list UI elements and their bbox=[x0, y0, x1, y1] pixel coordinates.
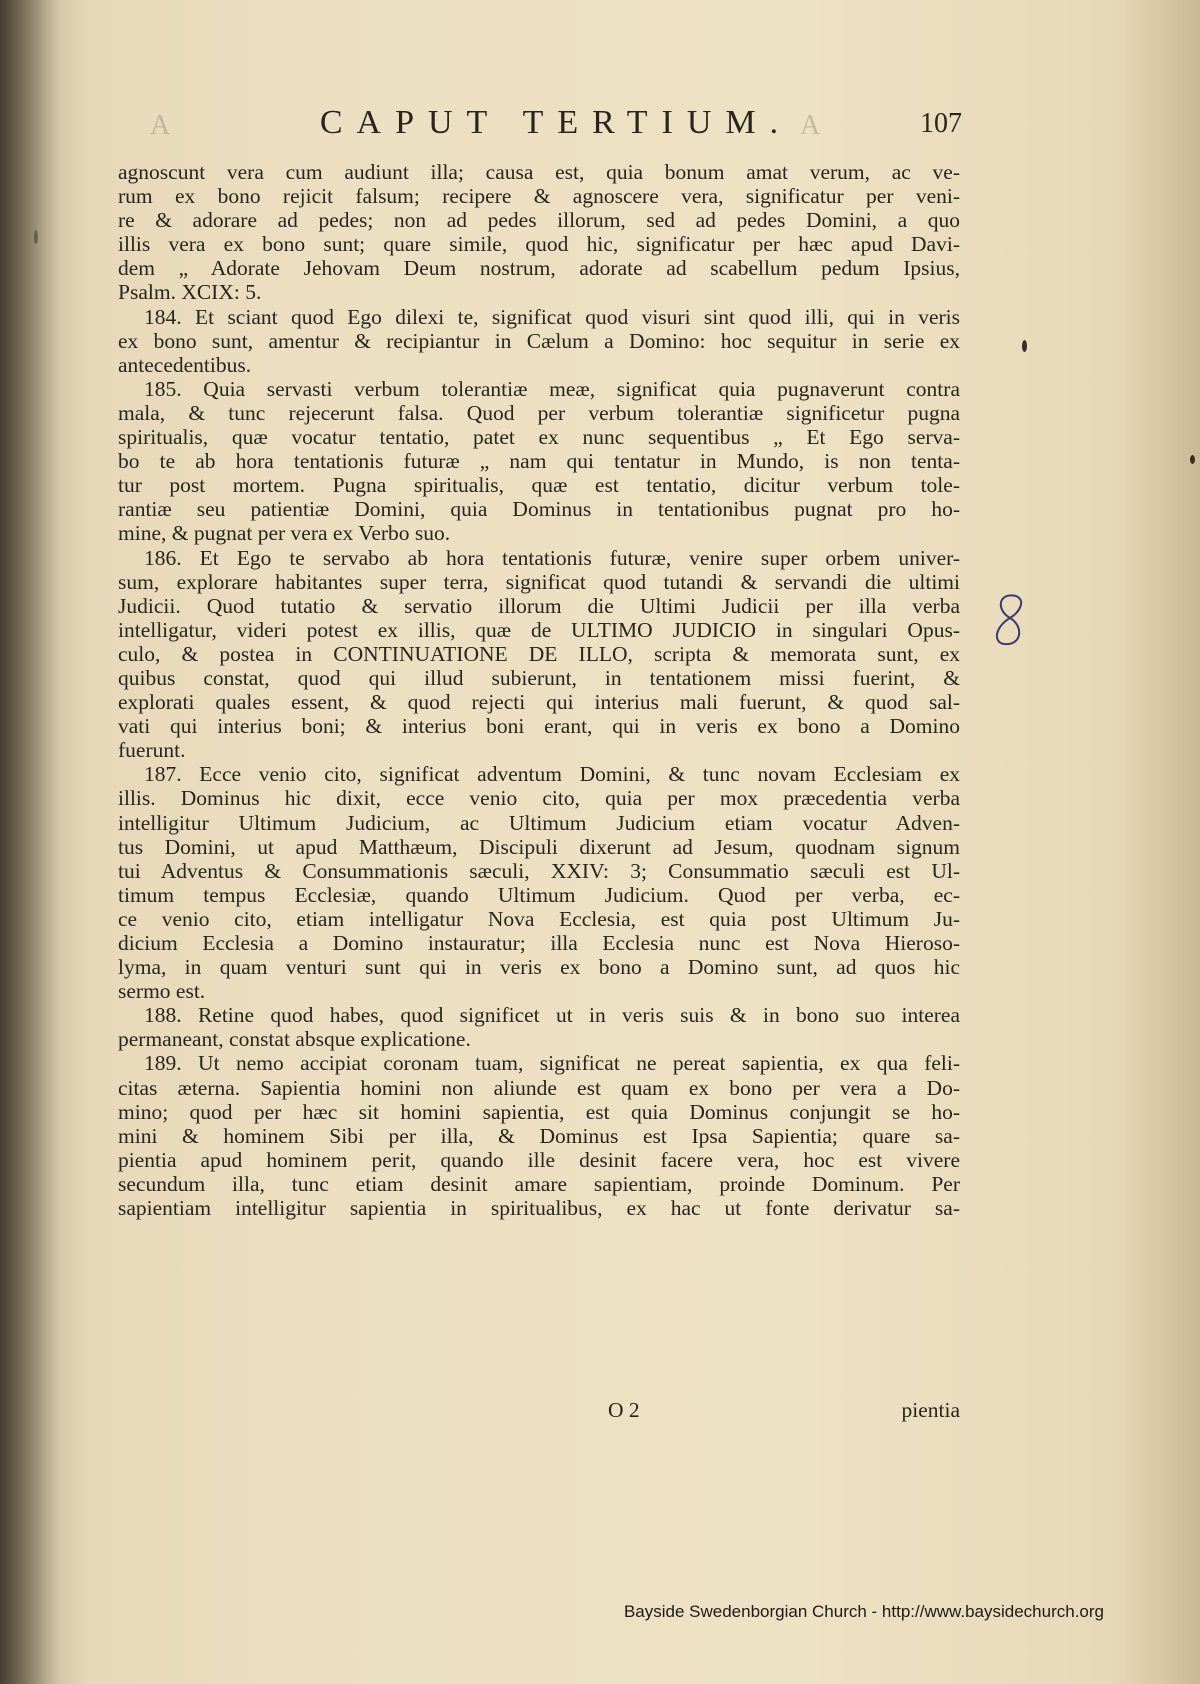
running-header bbox=[150, 104, 962, 150]
text-line: rum ex bono rejicit falsum; recipere & agnoscere vera, significatur per veni- bbox=[118, 184, 960, 209]
text-line: intelligatur, videri potest ex illis, quæ de ULTIMO JUDICIO in singulari Opus- bbox=[118, 617, 960, 642]
text-line: explorati quales essent, & quod rejecti qui interius mali fuerunt, & quod sal- bbox=[118, 690, 960, 715]
text-line: mino; quod per hæc sit homini sapientia, est quia Dominus conjungit se ho- bbox=[118, 1099, 960, 1124]
paper-speck bbox=[1022, 340, 1027, 352]
text-line: tus Domini, ut apud Matthæum, Discipuli dixerunt ad Jesum, quodnam signum bbox=[118, 834, 960, 859]
text-line: illis. Dominus hic dixit, ecce venio cito, quia per mox præcedentia verba bbox=[118, 786, 960, 811]
text-line: 188. Retine quod habes, quod significet ut in veris suis & in bono suo interea bbox=[144, 1003, 960, 1028]
text-line: bo te ab hora tentationis futuræ „ nam qui tentatur in Mundo, is non tenta- bbox=[118, 449, 960, 474]
text-line: citas æterna. Sapientia homini non aliunde est quam ex bono per vera a Do- bbox=[118, 1075, 960, 1100]
text-line: tur post mortem. Pugna spiritualis, quæ est tentatio, dicitur verbum tole- bbox=[118, 473, 960, 498]
text-line: illis vera ex bono sunt; quare simile, quod hic, significatur per hæc apud Davi- bbox=[118, 232, 960, 257]
text-line: mala, & tunc rejecerunt falsa. Quod per verbum tolerantiæ significetur pugna bbox=[118, 400, 960, 425]
text-line: fuerunt. bbox=[118, 738, 186, 763]
catchword: pientia bbox=[901, 1398, 960, 1422]
text-line: spiritualis, quæ vocatur tentatio, patet ex nunc sequentibus „ Et Ego serva- bbox=[118, 425, 960, 450]
text-line: Psalm. XCIX: 5. bbox=[118, 280, 262, 305]
text-line: secundum illa, tunc etiam desinit amare sapientiam, proinde Dominum. Per bbox=[118, 1171, 960, 1196]
text-line: 187. Ecce venio cito, significat adventum Domini, & tunc novam Ecclesiam ex bbox=[144, 762, 960, 787]
page-footer bbox=[118, 1398, 960, 1428]
text-line: quibus constat, quod qui illud subierunt, in tentationem missi fuerint, & bbox=[118, 665, 960, 690]
text-line: 184. Et sciant quod Ego dilexi te, significat quod visuri sint quod illi, qui in veris bbox=[144, 304, 960, 329]
text-line: antecedentibus. bbox=[118, 352, 252, 377]
text-line: ce venio cito, etiam intelligatur Nova Ecclesia, est quia post Ultimum Ju- bbox=[118, 906, 960, 931]
text-line: vati qui interius boni; & interius boni erant, qui in veris ex bono a Domino bbox=[118, 714, 960, 739]
text-line: rantiæ seu patientiæ Domini, quia Dominus in tentationibus pugnat pro ho- bbox=[118, 497, 960, 522]
text-line: lyma, in quam venturi sunt qui in veris ex bono a Domino sunt, ad quos hic bbox=[118, 955, 960, 980]
text-line: mine, & pugnat per vera ex Verbo suo. bbox=[118, 521, 451, 546]
text-line: 186. Et Ego te servabo ab hora tentationis futuræ, venire super orbem univer- bbox=[144, 545, 960, 570]
paper-speck bbox=[1190, 455, 1195, 464]
bleed-through-letter: A bbox=[800, 110, 831, 141]
text-line: re & adorare ad pedes; non ad pedes illorum, sed ad pedes Domini, a quo bbox=[118, 208, 960, 233]
text-line: mini & hominem Sibi per illa, & Dominus est Ipsa Sapientia; quare sa- bbox=[118, 1123, 960, 1148]
text-line: 185. Quia servasti verbum tolerantiæ meæ, significat quia pugnaverunt contra bbox=[144, 376, 960, 401]
text-line: dem „ Adorate Jehovam Deum nostrum, adorate ad scabellum pedum Ipsius, bbox=[118, 256, 960, 281]
text-line: agnoscunt vera cum audiunt illa; causa est, quia bonum amat verum, ac ve- bbox=[118, 160, 960, 184]
paper-speck bbox=[34, 230, 38, 244]
text-line: tui Adventus & Consummationis sæculi, XXIV: 3; Consummatio sæculi est Ul- bbox=[118, 858, 960, 883]
text-line: Judicii. Quod tutatio & servatio illorum die Ultimi Judicii per illa verba bbox=[118, 593, 960, 618]
text-line: pientia apud hominem perit, quando ille desinit facere vera, hoc est vivere bbox=[118, 1147, 960, 1172]
text-line: culo, & postea in CONTINUATIONE DE ILLO, scripta & memorata sunt, ex bbox=[118, 641, 960, 666]
text-line: sapientiam intelligitur sapientia in spiritualibus, ex hac ut fonte derivatur sa- bbox=[118, 1196, 960, 1221]
body-text bbox=[118, 160, 960, 1220]
spine-shadow bbox=[0, 0, 60, 1684]
handwritten-margin-note bbox=[990, 590, 1030, 650]
text-line: intelligitur Ultimum Judicium, ac Ultimum Judicium etiam vocatur Adven- bbox=[118, 810, 960, 835]
page-number: 107 bbox=[920, 108, 962, 139]
text-line: dicium Ecclesia a Domino instauratur; illa Ecclesia nunc est Nova Hieroso- bbox=[118, 931, 960, 955]
text-line: permaneant, constat absque explicatione. bbox=[118, 1027, 471, 1052]
text-line: sum, explorare habitantes super terra, significat quod tutandi & servandi die ultimi bbox=[118, 569, 960, 594]
text-line: ex bono sunt, amentur & recipiantur in Cælum a Domino: hoc sequitur in serie ex bbox=[118, 328, 960, 353]
text-line: sermo est. bbox=[118, 979, 206, 1004]
signature-mark: O 2 bbox=[608, 1398, 640, 1422]
running-title: CAPUT TERTIUM. bbox=[319, 104, 793, 141]
watermark-credit: Bayside Swedenborgian Church - http://www.baysidechurch.org bbox=[623, 1602, 1104, 1621]
text-line: timum tempus Ecclesiæ, quando Ultimum Judicium. Quod per verba, ec- bbox=[118, 882, 960, 907]
bleed-through-letter: A bbox=[150, 110, 181, 141]
text-line: 189. Ut nemo accipiat coronam tuam, significat ne pereat sapientia, ex qua feli- bbox=[144, 1051, 960, 1076]
